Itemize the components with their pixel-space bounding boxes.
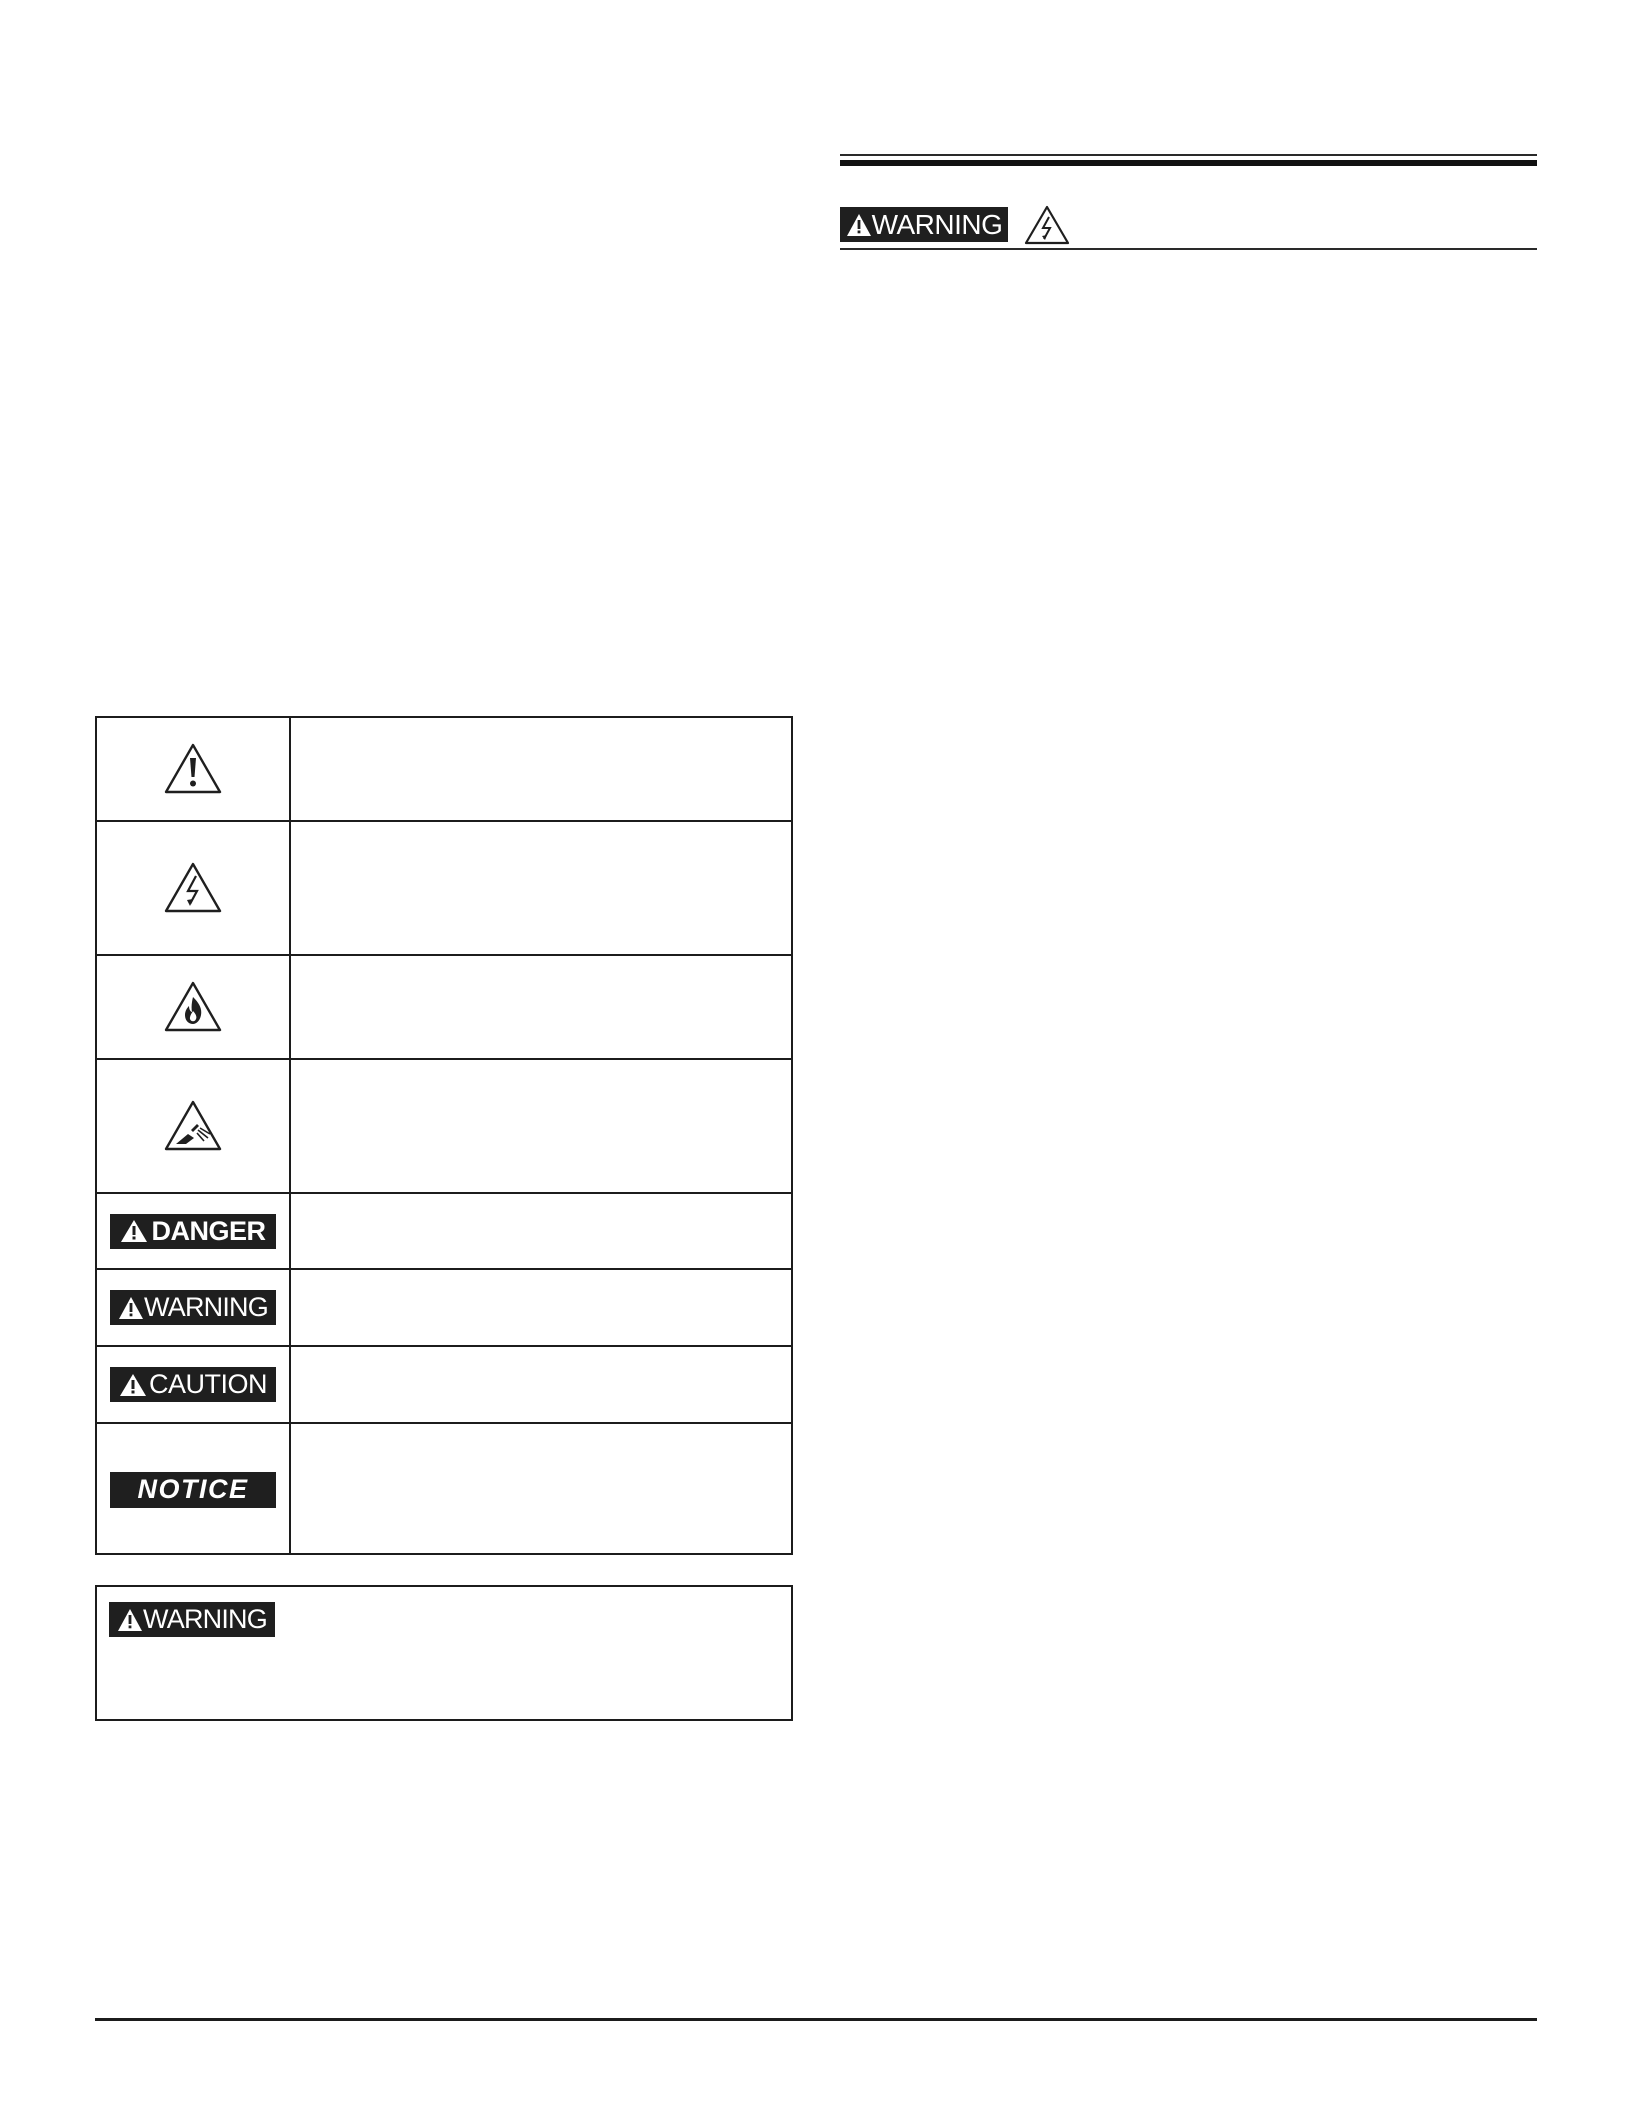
exclamation-triangle-icon <box>164 743 222 795</box>
header-rule-thin <box>840 154 1537 156</box>
symbol-description <box>291 1060 791 1192</box>
alert-triangle-icon <box>846 213 872 237</box>
warning-notice-box <box>95 1585 793 1721</box>
header-warning-badge <box>840 207 1008 242</box>
symbol-description <box>291 720 791 820</box>
table-row <box>97 1270 289 1345</box>
notice-badge: NOTICE <box>110 1472 276 1508</box>
header-warning-label: WARNING <box>871 208 1003 240</box>
electrical-shock-triangle-icon <box>164 862 222 914</box>
table-row <box>97 718 289 820</box>
fire-triangle-icon <box>164 981 222 1033</box>
warning-box-label: WARNING <box>143 1604 267 1634</box>
alert-triangle-icon <box>120 1219 148 1243</box>
caution-badge: CAUTION <box>110 1367 276 1402</box>
table-row <box>97 1347 289 1422</box>
symbol-description <box>291 956 791 1058</box>
symbol-description <box>291 822 791 954</box>
symbol-description <box>291 1424 791 1555</box>
footer-rule <box>95 2018 1537 2021</box>
symbol-description <box>291 1347 791 1422</box>
table-row <box>97 822 289 954</box>
electrical-shock-triangle-icon <box>1024 205 1070 245</box>
header-underline <box>840 248 1537 250</box>
symbol-description <box>291 1270 791 1345</box>
header-rule-thick <box>840 160 1537 166</box>
table-row <box>97 1060 289 1192</box>
symbol-description <box>291 1194 791 1268</box>
injection-hazard-triangle-icon <box>164 1100 222 1152</box>
table-row <box>97 1424 289 1555</box>
warning-box-badge <box>109 1602 275 1637</box>
alert-triangle-icon <box>118 1296 144 1320</box>
danger-badge: DANGER <box>110 1214 276 1249</box>
alert-triangle-icon <box>117 1608 143 1632</box>
table-row <box>97 1194 289 1268</box>
table-row <box>97 956 289 1058</box>
warning-badge: WARNING <box>110 1290 276 1325</box>
safety-symbol-table <box>95 716 793 1555</box>
alert-triangle-icon <box>119 1373 147 1397</box>
